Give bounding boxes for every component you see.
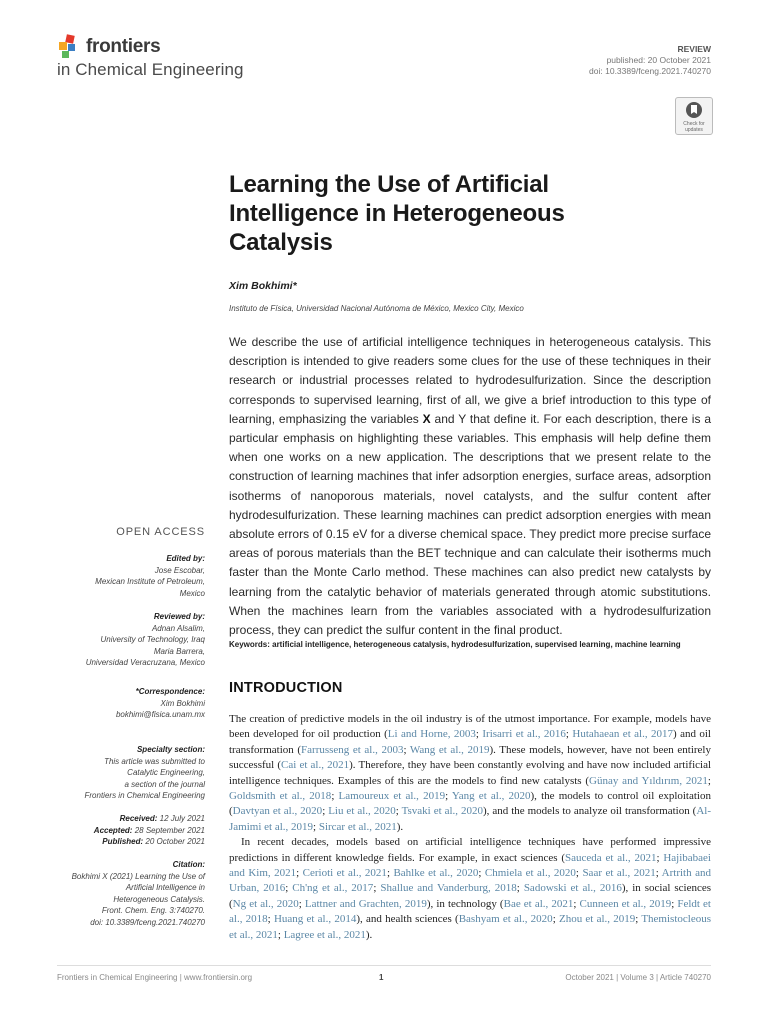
paragraph-text: ; [445,790,452,803]
page-number: 1 [379,973,384,982]
citation-link[interactable]: Artrith and Urban, 2016 [229,867,711,895]
author-affiliation: Instituto de Física, Universidad Nacional Autónoma de México, Mexico City, Mexico [229,304,524,313]
paragraph-text: ; [656,851,664,864]
edited-by-block [25,553,205,599]
paragraph-text: ), in social sciences ( [229,882,712,910]
doi-link[interactable]: doi: 10.3389/fceng.2021.740270 [589,66,711,76]
paragraph-text: ; [475,728,483,741]
citation-link[interactable]: Feldt et al., 2018 [229,897,711,926]
citation-link[interactable]: Farrusseng et al., 2003 [301,743,404,756]
citation-link[interactable]: Tsvaki et al., 2020 [401,805,483,818]
citation-label: Citation: [172,860,205,869]
correspondence-label: *Correspondence: [135,687,205,696]
paragraph-text: ; [575,867,583,880]
citation-link[interactable]: Al-Jamimi et al., 2019 [229,805,711,833]
citation-link[interactable]: Wang et al., 2019 [409,743,490,756]
paragraph-text: ; [395,805,402,818]
citation-link[interactable]: Ch'ng et al., 2017 [292,882,374,895]
paragraph-text: ). These models, however, have not been entirely successful ( [229,743,711,772]
editor-line: Jose Escobar, [154,565,205,575]
footer-journal-link[interactable]: Frontiers in Chemical Engineering | www.frontiersin.org [57,973,253,982]
citation-link[interactable]: Davtyan et al., 2020 [232,805,323,818]
received-label: Received: [119,814,158,823]
paragraph-text: ; [296,867,303,880]
paragraph-text: ; [373,882,381,895]
reviewed-by-block [25,611,205,669]
accepted-date: 28 September 2021 [134,825,205,835]
citation-link[interactable]: Bashyam et al., 2020 [458,913,553,926]
check-updates-label: Check for updates [683,121,705,133]
citation-link[interactable]: Themistocleous et al., 2021 [229,913,711,941]
author-name[interactable]: Xim Bokhimi* [229,280,297,292]
citation-link[interactable]: Sadowski et al., 2016 [523,882,622,895]
editor-line: Mexican Institute of Petroleum, [95,577,205,586]
published-label: Published: [102,837,144,846]
citation-link[interactable]: Li and Horne, 2003 [387,728,476,741]
citation-link[interactable]: Chmiela et al., 2020 [484,867,576,880]
article-title: Learning the Use of Artificial Intelligence in Heterogeneous Catalysis [229,171,565,256]
reviewer-line: Maria Barrera, [153,646,205,656]
open-access-label: OPEN ACCESS [116,526,205,538]
paragraph-text: ). [365,928,373,941]
footer-article-info: October 2021 | Volume 3 | Article 740270 [565,973,711,982]
citation-link[interactable]: Shallue and Vanderburg, 2018 [380,882,517,895]
paragraph-text: ). [396,820,404,833]
citation-link[interactable]: Ng et al., 2020 [232,897,299,910]
dates-block [25,813,205,848]
correspondence-name: Xim Bokhimi [160,698,205,708]
paragraph-text: ). Therefore, they have been constantly evolving and have now included artificial intelligence techniques. Examples of this are the models to find new catalysts ( [229,759,712,787]
body-text [229,712,711,943]
citation-link[interactable]: Günay and Yıldırım, 2021 [589,774,708,787]
reviewed-by-label: Reviewed by: [153,612,205,621]
specialty-line: Catalytic Engineering, [127,768,205,777]
paragraph-text: ; [516,882,524,895]
citation-link[interactable]: Lattner and Grachten, 2019 [304,897,427,910]
citation-line: Front. Chem. Eng. 3:740270. [101,906,205,915]
reviewer-line: Universidad Veracruzana, Mexico [85,658,205,667]
citation-link[interactable]: Bahlke et al., 2020 [393,867,479,880]
section-heading-introduction: INTRODUCTION [229,680,343,696]
paragraph-text: ; [573,897,580,910]
citation-link[interactable]: Goldsmith et al., 2018 [229,790,332,803]
paragraph-1 [229,712,711,835]
specialty-line: Frontiers in Chemical Engineering [84,791,205,800]
paragraph-text: ; [322,805,329,818]
paragraph-text: ), and health sciences ( [356,913,459,926]
specialty-section-block [25,744,205,802]
citation-line: Bokhimi X (2021) Learning the Use of [71,871,205,881]
paragraph-2 [229,835,711,943]
published-date-side: 20 October 2021 [145,837,205,846]
citation-link[interactable]: Lamoureux et al., 2019 [338,790,446,803]
citation-link[interactable]: Huang et al., 2014 [273,913,357,926]
frontiers-logo-icon [57,34,83,60]
citation-link[interactable]: Irisarri et al., 2016 [482,728,566,741]
paragraph-text: ), the models to control oil exploitation ( [229,790,711,818]
reviewer-line: Adnan Alsalim, [151,623,205,633]
accepted-label: Accepted: [93,825,133,835]
citation-link[interactable]: Sircar et al., 2021 [318,820,397,833]
paragraph-text: ; [565,728,573,741]
paragraph-text: ; [478,867,485,880]
specialty-line: This article was submitted to [104,756,205,766]
paragraph-text: ; [285,882,293,895]
article-type: REVIEW [677,44,711,54]
paragraph-text: In recent decades, models based on artificial intelligence techniques have performed impressive predictions in different knowledge fields. For example, in exact sciences ( [229,836,711,864]
citation-link[interactable]: Hutahaean et al., 2017 [572,728,674,741]
abstract-text-2: and Y that define it. For each description, there is a particular emphasis on highlighting these variables. This emphasis will help define them when one works on a new application. The descriptions that we present relate to the construction of learning machines that infer adsorption energies, surface areas, adsorption isotherms of nanoporous materials, novel catalysts, and the sulfur content after hydrodesulfurization. These learning machines can predict adsorption energies with mean absolute errors of 0.15 eV for a diverse chemical space. They predict more precise surface areas of porous materials than the BET technique and can calculate their isotherms much faster than the Monte Carlo method. These machines can also predict new catalysts by learning from the catalytic behavior of materials generated through atomic substitutions. When the machines learn from the variables associated with a hydrodesulfurization process, they can predict the sulfur content in the final product. [229,411,711,638]
citation-link[interactable]: Hajibabaei and Kim, 2021 [229,851,711,880]
correspondence-email-link[interactable]: bokhimi@fisica.unam.mx [115,710,205,719]
paragraph-text: ; [403,743,410,756]
check-for-updates-button[interactable] [675,97,713,135]
specialty-label: Specialty section: [136,745,205,754]
received-date: 12 July 2021 [159,814,205,823]
citation-line: Artificial Intelligence in [125,883,205,892]
journal-name: in Chemical Engineering [57,60,244,79]
paragraph-text: ; [298,897,305,910]
citation-link[interactable]: Cerioti et al., 2021 [302,867,387,880]
brand-name: frontiers [86,36,161,57]
citation-line: Heterogeneous Catalysis. [113,894,205,904]
bookmark-icon [685,101,703,121]
citation-link[interactable]: Cai et al., 2021 [281,759,350,772]
edited-by-label: Edited by: [166,554,205,563]
citation-block [25,859,205,928]
citation-link[interactable]: Sauceda et al., 2021 [565,851,657,864]
specialty-line: a section of the journal [124,779,205,789]
correspondence-block [25,686,205,721]
paragraph-text: ; [552,913,559,926]
citation-link[interactable]: Zhou et al., 2019 [558,913,636,926]
citation-link[interactable]: Lagree et al., 2021 [283,928,366,941]
paragraph-text: ; [331,790,339,803]
paragraph-text: ; [313,820,319,833]
abstract-bold-variable: X [422,411,431,426]
paragraph-text: ; [671,897,678,910]
paragraph-text: ; [277,928,284,941]
paragraph-text: ; [267,913,274,926]
editor-line: Mexico [179,588,205,598]
footer-divider [57,965,711,966]
paragraph-text: ; [655,867,662,880]
keywords: Keywords: artificial intelligence, heterogeneous catalysis, hydrodesulfurization, supervised learning, machine learning [229,640,681,649]
citation-link[interactable]: Bae et al., 2021 [503,897,574,910]
paragraph-text: ; [386,867,394,880]
paragraph-text: ) and oil transformation ( [229,728,711,756]
citation-link[interactable]: Saar et al., 2021 [582,867,656,880]
citation-link[interactable]: Cunneen et al., 2019 [579,897,672,910]
citation-link[interactable]: Liu et al., 2020 [328,805,396,818]
citation-link[interactable]: Yang et al., 2020 [451,790,531,803]
paragraph-text: ), in technology ( [426,897,504,910]
paragraph-text: ), and the models to analyze oil transformation ( [482,805,697,818]
paragraph-text: ; [635,913,642,926]
paragraph-text: The creation of predictive models in the oil industry is of the utmost importance. For example, models have been developed for oil production ( [229,713,711,741]
paragraph-text: ; [707,774,711,787]
reviewer-line: University of Technology, Iraq [100,635,205,644]
abstract-text-1: We describe the use of artificial intelligence techniques in heterogeneous catalysis. This description is intended to give readers some clues for the use of these techniques in their research or industrial processes related to hydrodesulfurization. Since the description corresponds to supervised learning, first of all, we give a brief introduction to this type of learning, emphasizing the variables [229,335,711,426]
abstract [229,333,711,640]
citation-doi-link[interactable]: doi: 10.3389/fceng.2021.740270 [90,917,205,927]
published-date: published: 20 October 2021 [606,55,711,65]
